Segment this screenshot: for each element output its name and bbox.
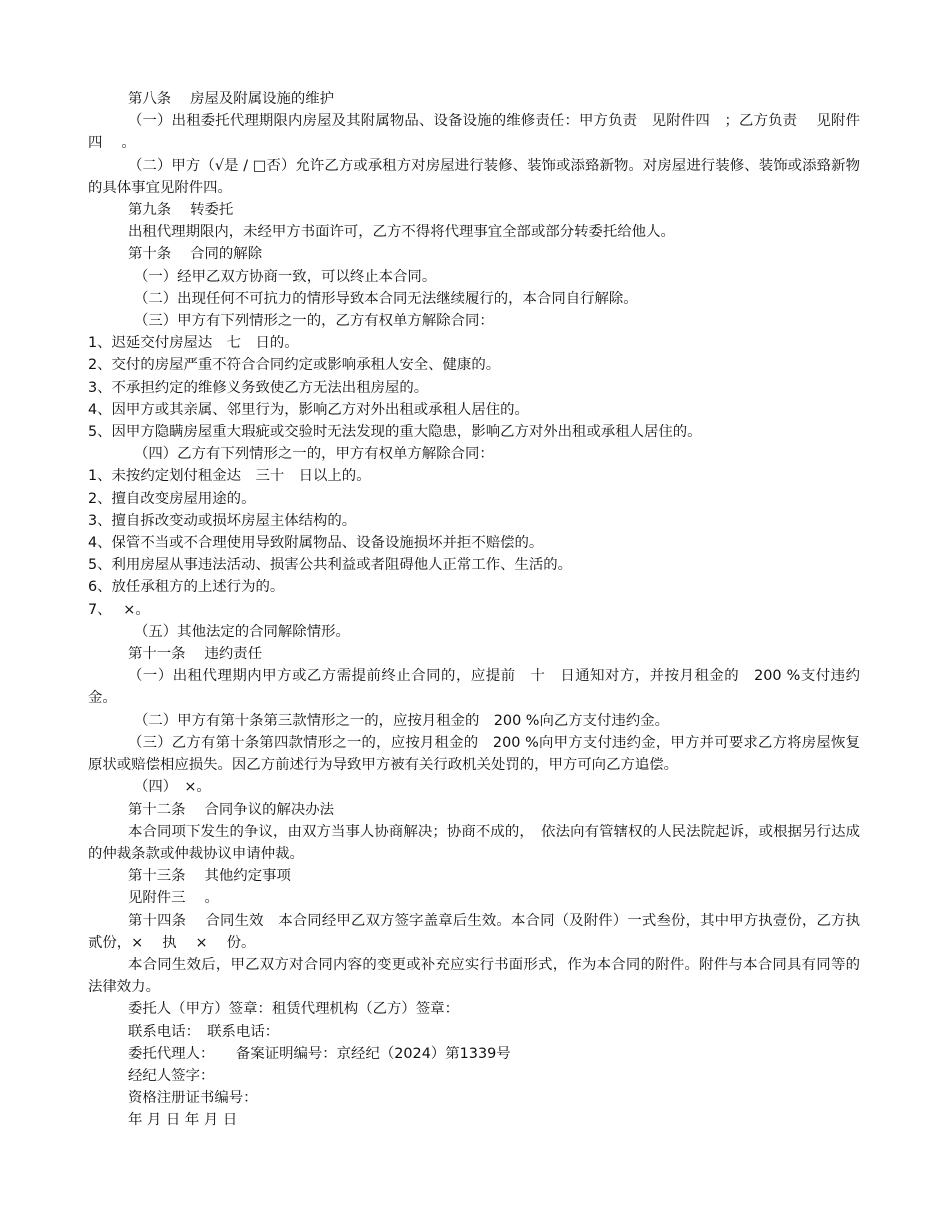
- contract-page: [88, 88, 860, 1132]
- list-item: 4、因甲方或其亲属、邻里行为，影响乙方对外出租或承租人居住的。: [88, 401, 529, 418]
- list-item: 5、因甲方隐瞒房屋重大瑕疵或交验时无法发现的重大隐患，影响乙方对外出租或承租人居住的。: [88, 424, 702, 441]
- list-item: 2、擅自改变房屋用途的。: [88, 490, 256, 507]
- broker-signature-label: 经纪人签字：: [128, 1067, 215, 1084]
- article-8-clause-1: （一）出租委托代理期限内房屋及其附属物品、设备设施的维修责任：甲方负责 见附件四 ；乙方负责 见附件四 。: [88, 113, 860, 152]
- list-item: 3、不承担约定的维修义务致使乙方无法出租房屋的。: [88, 379, 429, 396]
- article-11-clause-1: （一）出租代理期内甲方或乙方需提前终止合同的，应提前 十 日通知对方，并按月租金的 200 %支付违约金。: [88, 668, 860, 707]
- article-8-clause-2: （二）甲方（√是 / □否）允许乙方或承租方对房屋进行装修、装饰或添臵新物。对房屋进行装修、装饰或添臵新物的具体事宜见附件四。: [88, 157, 860, 196]
- list-item: 3、擅自拆改变动或损坏房屋主体结构的。: [88, 512, 357, 529]
- list-item: 1、迟延交付房屋达 七 日的。: [88, 335, 299, 352]
- article-11-clause-2: （二）甲方有第十条第三款情形之一的，应按月租金的 200 %向乙方支付违约金。: [134, 712, 669, 729]
- list-item: 1、未按约定划付租金达 三十 日以上的。: [88, 468, 371, 485]
- article-10-clause-4: （四）乙方有下列情形之一的，甲方有权单方解除合同：: [134, 446, 494, 463]
- article-12-heading: 第十二条 合同争议的解决办法: [128, 801, 335, 818]
- amendment-note: 本合同生效后，甲乙双方对合同内容的变更或补充应实行书面形式，作为本合同的附件。附件与本合同具有同等的法律效力。: [88, 956, 860, 996]
- article-11-heading: 第十一条 违约责任: [128, 646, 263, 663]
- article-10-clause-3: （三）甲方有下列情形之一的，乙方有权单方解除合同：: [134, 313, 494, 330]
- list-item: 4、保管不当或不合理使用导致附属物品、设备设施损坏并拒不赔偿的。: [88, 535, 544, 552]
- article-12-text: 本合同项下发生的争议，由双方当事人协商解决；协商不成的， 依法向有管辖权的人民法院起诉，或根据另行达成的仲裁条款或仲裁协议申请仲裁。: [88, 823, 860, 862]
- signature-labels: 委托人（甲方）签章：租赁代理机构（乙方）签章：: [128, 1001, 459, 1018]
- article-13-text: 见附件三 。: [128, 890, 219, 907]
- article-9-heading: 第九条 转委托: [128, 202, 234, 219]
- phone-labels: 联系电话： 联系电话：: [128, 1023, 280, 1040]
- article-10-clause-5: （五）其他法定的合同解除情形。: [134, 623, 350, 640]
- article-8-heading: 第八条 房屋及附属设施的维护: [128, 91, 335, 107]
- article-14-text: 第十四条 合同生效 本合同经甲乙双方签字盖章后生效。本合同（及附件）一式叁份，其中甲方执壹份，乙方执贰份，× 执 × 份。: [88, 912, 860, 951]
- agent-and-record-number: 委托代理人： 备案证明编号：京经纪（2024）第1339号: [128, 1045, 511, 1062]
- certificate-number-label: 资格注册证书编号：: [128, 1090, 258, 1107]
- article-10-heading: 第十条 合同的解除: [128, 246, 263, 263]
- article-9-text: 出租代理期限内，未经甲方书面许可，乙方不得将代理事宜全部或部分转委托给他人。: [128, 224, 675, 241]
- article-13-heading: 第十三条 其他约定事项: [128, 868, 291, 885]
- list-item: 2、交付的房屋严重不符合合同约定或影响承租人安全、健康的。: [88, 357, 501, 374]
- article-11-clause-4: （四） ×。: [134, 779, 211, 796]
- date-fields: 年 月 日 年 月 日: [128, 1112, 238, 1129]
- article-10-clause-2: （二）出现任何不可抗力的情形导致本合同无法继续履行的，本合同自行解除。: [134, 290, 638, 307]
- list-item: 7、 ×。: [88, 601, 150, 618]
- list-item: 6、放任承租方的上述行为的。: [88, 579, 285, 596]
- list-item: 5、利用房屋从事违法活动、损害公共利益或者阻碍他人正常工作、生活的。: [88, 557, 573, 574]
- article-11-clause-3: （三）乙方有第十条第四款情形之一的，应按月租金的 200 %向甲方支付违约金，甲方并可要求乙方将房屋恢复原状或赔偿相应损失。因乙方前述行为导致甲方被有关行政机关处罚的，甲方可向乙方追偿。: [88, 734, 860, 774]
- article-10-clause-1: （一）经甲乙双方协商一致，可以终止本合同。: [134, 268, 437, 285]
